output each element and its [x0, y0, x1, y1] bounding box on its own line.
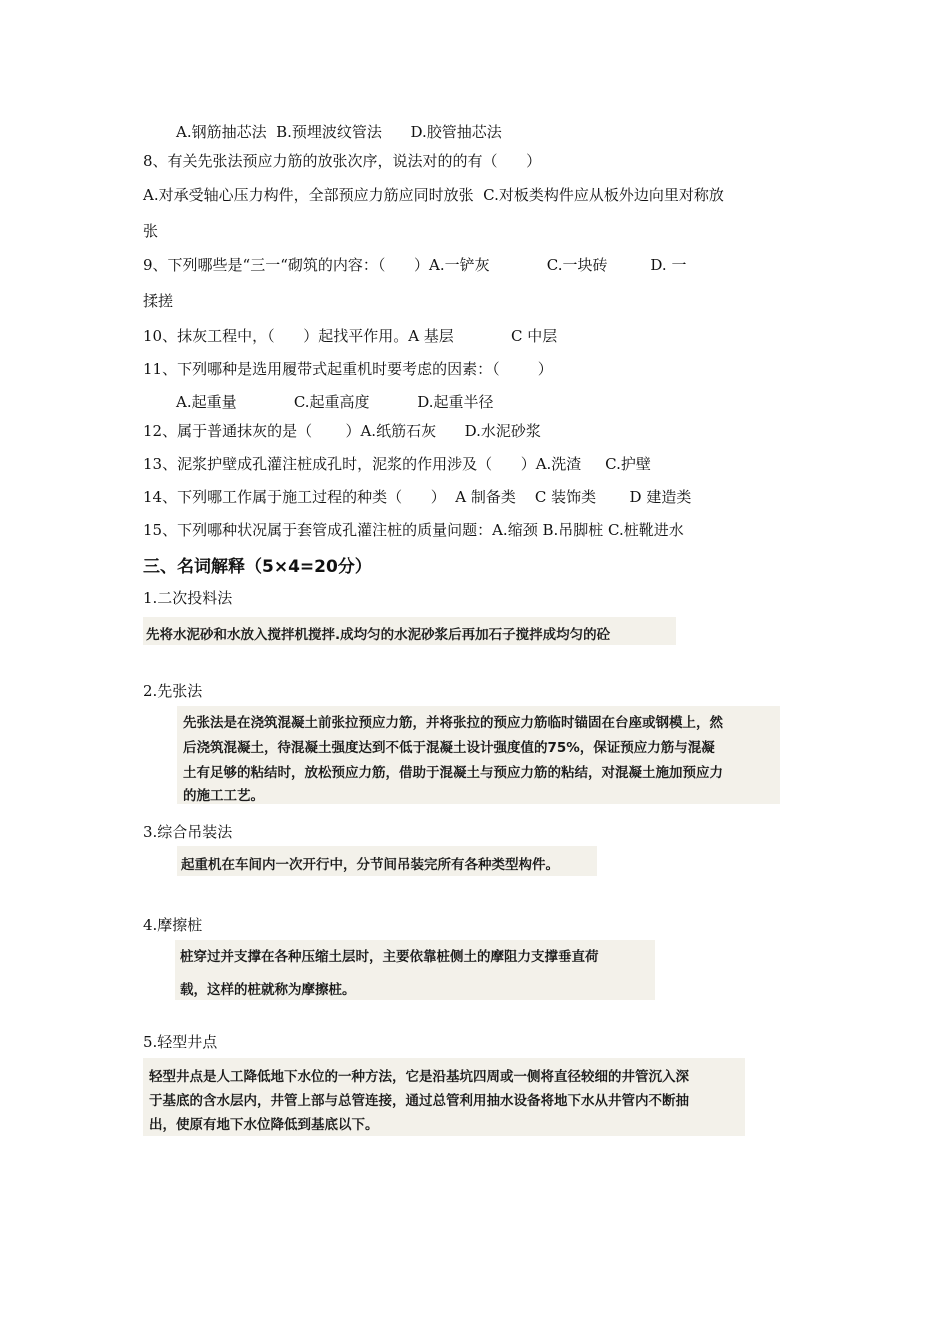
term-heading: 1.二次投料法: [143, 589, 233, 607]
term-heading: 2.先张法: [143, 682, 203, 700]
question-10: 10、抹灰工程中，（ ）起找平作用。A 基层 C 中层: [143, 327, 558, 345]
term-answer-image: [143, 1058, 745, 1136]
option-line-q7: A.钢筋抽芯法 B.预埋波纹管法 D.胶管抽芯法: [176, 123, 502, 141]
question-11-options: A.起重量 C.起重高度 D.起重半径: [176, 393, 494, 411]
term-heading: 5.轻型井点: [143, 1033, 218, 1051]
question-8-options: A.对承受轴心压力构件，全部预应力筋应同时放张 C.对板类构件应从板外边向里对称放: [143, 186, 724, 204]
question-9-cont: 揉搓: [143, 292, 174, 310]
answer-line: 桩穿过并支撑在各种压缩土层时，主要依靠桩侧土的摩阻力支撑垂直荷: [180, 949, 599, 965]
term-heading: 3.综合吊装法: [143, 823, 233, 841]
question-14: 14、下列哪工作属于施工过程的种类（ ） A 制备类 C 装饰类 D 建造类: [143, 488, 692, 506]
question-12: 12、属于普通抹灰的是（ ）A.纸筋石灰 D.水泥砂浆: [143, 422, 541, 440]
answer-line: 后浇筑混凝土，待混凝土强度达到不低于混凝土设计强度值的75%，保证预应力筋与混凝: [183, 740, 715, 756]
answer-line: 轻型井点是人工降低地下水位的一种方法，它是沿基坑四周或一侧将直径较细的井管沉入深: [149, 1069, 689, 1085]
question-8: 8、有关先张法预应力筋的放张次序，说法对的的有（ ）: [143, 152, 542, 170]
answer-line: 于基底的含水层内，井管上部与总管连接，通过总管利用抽水设备将地下水从井管内不断抽: [149, 1093, 689, 1109]
answer-line: 先张法是在浇筑混凝土前张拉预应力筋，并将张拉的预应力筋临时锚固在台座或钢模上，然: [183, 715, 723, 731]
answer-line: 土有足够的粘结时，放松预应力筋，借助于混凝土与预应力筋的粘结，对混凝土施加预应力: [183, 765, 723, 781]
term-answer-image: [177, 846, 597, 876]
section-title: 三、名词解释（5×4=20分）: [143, 557, 372, 577]
question-15: 15、下列哪种状况属于套管成孔灌注桩的质量问题：A.缩颈 B.吊脚桩 C.桩靴进水: [143, 521, 684, 539]
term-answer-image: [177, 706, 780, 804]
term-answer-image: [175, 940, 655, 1000]
answer-line: 先将水泥砂和水放入搅拌机搅拌.成均匀的水泥砂浆后再加石子搅拌成均匀的砼: [146, 627, 611, 643]
question-13: 13、泥浆护壁成孔灌注桩成孔时，泥浆的作用涉及（ ）A.洗渣 C.护壁: [143, 455, 651, 473]
question-8-options-cont: 张: [143, 222, 159, 240]
question-9: 9、下列哪些是“三一“砌筑的内容：（ ）A.一铲灰 C.一块砖 D. 一: [143, 256, 687, 274]
term-heading: 4.摩擦桩: [143, 916, 203, 934]
question-11: 11、下列哪种是选用履带式起重机时要考虑的因素：（ ）: [143, 360, 553, 378]
answer-line: 起重机在车间内一次开行中，分节间吊装完所有各种类型构件。: [181, 857, 559, 873]
term-answer-image: [143, 617, 676, 645]
answer-line: 载，这样的桩就称为摩擦桩。: [180, 982, 356, 998]
answer-line: 的施工工艺。: [183, 788, 264, 804]
answer-line: 出，使原有地下水位降低到基底以下。: [149, 1117, 379, 1133]
